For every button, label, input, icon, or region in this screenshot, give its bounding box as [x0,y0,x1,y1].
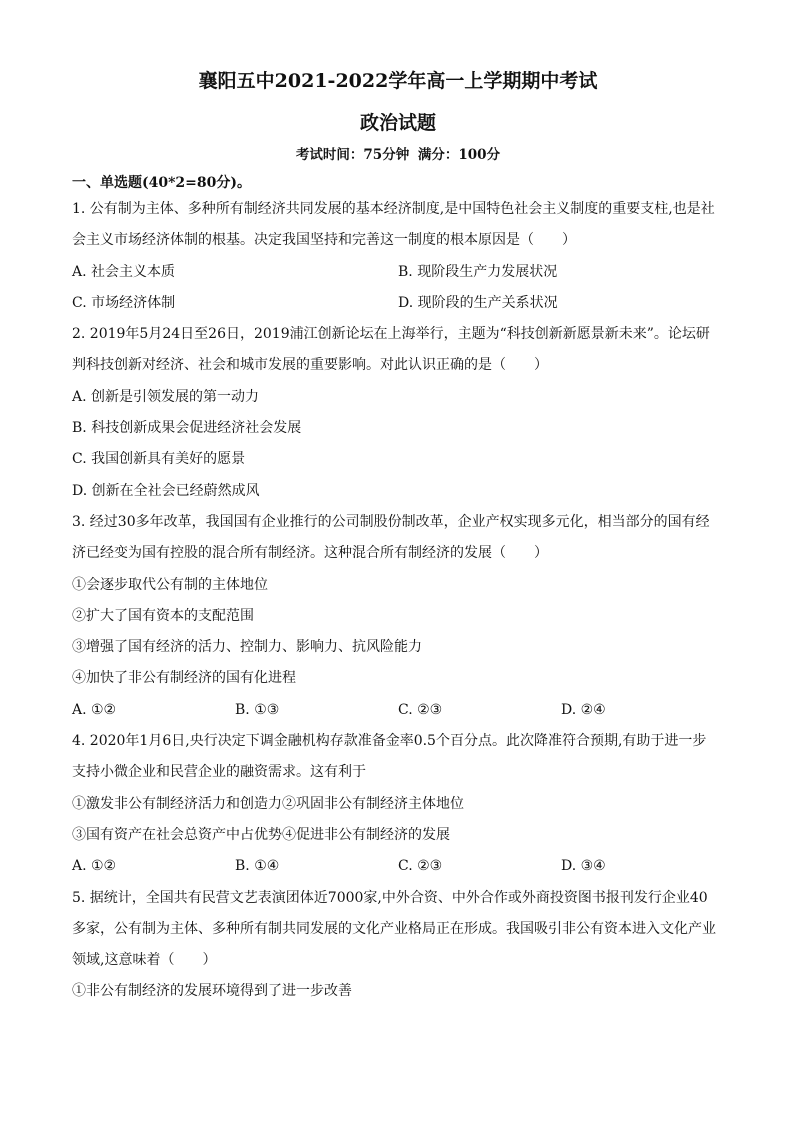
exam-page [72,66,724,1008]
question-text: 4. 2020年1月6日,央行决定下调金融机构存款准备金率0.5个百分点。此次降准符合预期,有助于进一步 [72,733,707,750]
statement-item: ①非公有制经济的发展环境得到了进一步改善 [72,983,352,1000]
statement-item: ①激发非公有制经济活力和创造力②巩固非公有制经济主体地位 [72,795,464,812]
option-a: A. 创新是引领发展的第一动力 [72,388,260,405]
option-c: C. ②③ [398,701,443,718]
question-text: 领域,这意味着（ ） [72,952,217,969]
question-text: 2. 2019年5月24日至26日，2019浦江创新论坛在上海举行，主题为“科技创新新愿景新未来”。论坛研 [72,326,710,343]
option-b: B. ①④ [235,858,280,875]
option-a: A. ①② [72,701,117,718]
exam-title: 襄阳五中2021-2022学年高一上学期期中考试 [198,70,598,92]
option-b: B. 现阶段生产力发展状况 [398,263,558,280]
question-text: 支持小微企业和民营企业的融资需求。这有利于 [72,764,366,781]
question-3 [72,507,724,726]
options-row [72,695,724,726]
statement-item: ④加快了非公有制经济的国有化进程 [72,670,296,687]
question-text: 1. 公有制为主体、多种所有制经济共同发展的基本经济制度,是中国特色社会主义制度的重要支柱,也是社 [72,201,715,217]
option-d: D. 创新在全社会已经蔚然成风 [72,482,260,499]
question-text: 5. 据统计，全国共有民营文艺表演团体近7000家,中外合资、中外合作或外商投资图书报刊发行企业40 [72,889,708,906]
question-2 [72,319,724,507]
question-4 [72,726,724,882]
options-row [72,288,724,319]
question-text: 多家，公有制为主体、多种所有制共同发展的文化产业格局正在形成。我国吸引非公有资本进入文化产业 [72,920,716,937]
option-b: B. ①③ [235,701,280,718]
question-text: 3. 经过30多年改革，我国国有企业推行的公司制股份制改革，企业产权实现多元化，相当部分的国有经 [72,513,710,530]
option-d: D. ③④ [561,858,606,875]
option-a: A. 社会主义本质 [72,263,176,280]
statement-item: ③国有资产在社会总资产中占优势④促进非公有制经济的发展 [72,826,450,843]
option-d: D. 现阶段的生产关系状况 [398,294,558,311]
question-1 [72,194,724,319]
option-c: C. 我国创新具有美好的愿景 [72,451,246,468]
question-5 [72,883,724,1008]
option-c: C. ②③ [398,858,443,875]
section-heading: 一、单选题(40*2=80分)。 [72,175,252,191]
options-row [72,257,724,288]
statement-item: ①会逐步取代公有制的主体地位 [72,576,268,593]
option-c: C. 市场经济体制 [72,294,176,311]
exam-meta: 考试时间：75分钟 满分：100分 [295,147,501,163]
statement-item: ③增强了国有经济的活力、控制力、影响力、抗风险能力 [72,639,422,656]
option-d: D. ②④ [561,701,606,718]
exam-subject: 政治试题 [359,112,436,134]
question-text: 济已经变为国有控股的混合所有制经济。这种混合所有制经济的发展（ ） [72,545,548,562]
question-text: 判科技创新对经济、社会和城市发展的重要影响。对此认识正确的是（ ） [72,357,548,374]
statement-item: ②扩大了国有资本的支配范围 [72,607,254,624]
option-a: A. ①② [72,858,117,875]
option-b: B. 科技创新成果会促进经济社会发展 [72,420,302,437]
question-text: 会主义市场经济体制的根基。决定我国坚持和完善这一制度的根本原因是（ ） [72,232,576,249]
options-row [72,851,724,882]
